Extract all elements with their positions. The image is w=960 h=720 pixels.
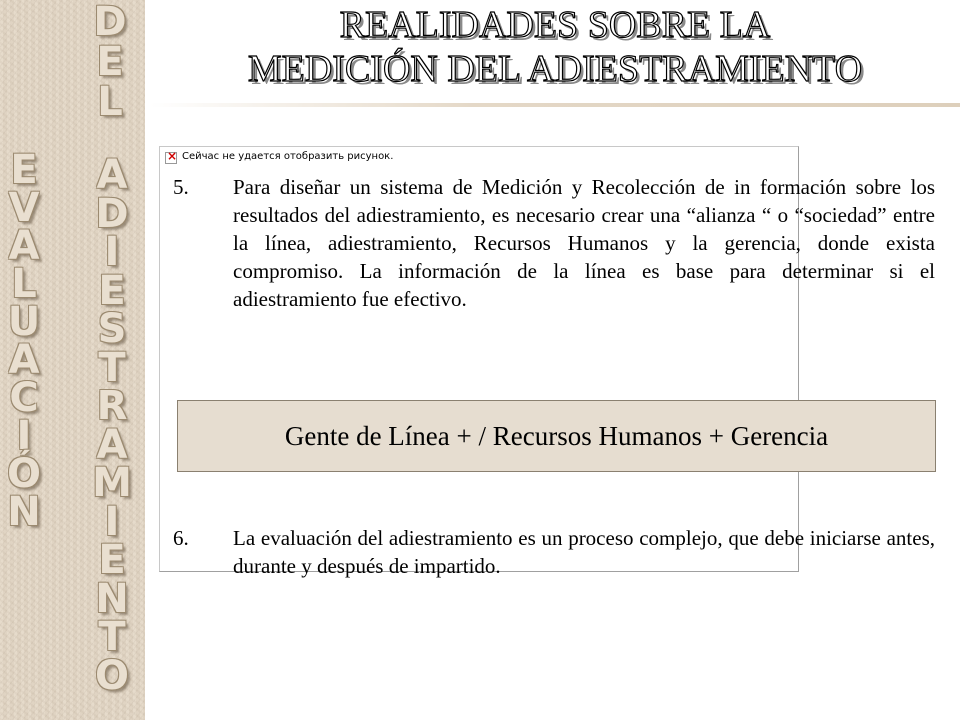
letter: R — [96, 383, 128, 429]
letter: N — [95, 575, 129, 622]
letter: I — [104, 498, 120, 545]
title-divider — [150, 103, 960, 107]
letter: M — [92, 460, 132, 506]
letter: U — [7, 299, 41, 345]
letter: D — [95, 190, 129, 237]
letter: E — [98, 537, 126, 583]
letter: E — [98, 267, 126, 314]
letter: I — [16, 413, 32, 459]
broken-image-icon — [165, 152, 177, 164]
formula-text: Gente de Línea + / Recursos Humanos + Gerencia — [284, 420, 829, 451]
item-number: 5. — [173, 175, 189, 199]
letter: A — [8, 337, 40, 383]
list-item — [173, 173, 935, 313]
letter: D — [93, 0, 127, 45]
letter: L — [97, 79, 123, 125]
letter: A — [96, 152, 128, 198]
letter: E — [96, 39, 124, 85]
letter: L — [11, 261, 37, 307]
vertical-word-del — [86, 0, 134, 125]
letter: A — [8, 223, 40, 269]
slide-title — [150, 3, 960, 91]
vertical-word-evaluacion — [0, 147, 48, 535]
item-text: Para diseñar un sistema de Medición y Recolección de in formación sobre los resultados del adiestramiento, es necesario crear una “alianza “ o “sociedad” entre la línea, adiestramiento, Recursos Humanos y la gerencia, donde exista compromiso. La información de la línea es base para determinar si el adiestramiento fue efectivo. — [233, 175, 935, 311]
letter: N — [7, 489, 41, 535]
broken-image-caption: Сейчас не удается отобразить рисунок. — [182, 151, 394, 162]
letter: I — [104, 229, 120, 275]
letter: A — [96, 421, 128, 468]
list-item — [173, 524, 935, 580]
formula-box — [177, 400, 936, 472]
letter: E — [10, 147, 38, 193]
letter: Ó — [6, 451, 41, 497]
letter: O — [94, 652, 129, 699]
letter: T — [98, 344, 126, 391]
letter: V — [8, 185, 40, 231]
side-decorative-strip — [0, 0, 145, 720]
item-number: 6. — [173, 526, 189, 550]
item-text: La evaluación del adiestramiento es un proceso complejo, que debe iniciarse antes, durante y después de impartido. — [233, 526, 935, 578]
letter: S — [97, 306, 127, 352]
title-line-2: MEDICIÓN DEL ADIESTRAMIENTO — [247, 48, 863, 90]
letter: T — [98, 614, 126, 660]
title-line-1: REALIDADES SOBRE LA — [339, 4, 771, 46]
letter: C — [9, 375, 39, 421]
vertical-word-adiestramiento — [88, 152, 136, 699]
